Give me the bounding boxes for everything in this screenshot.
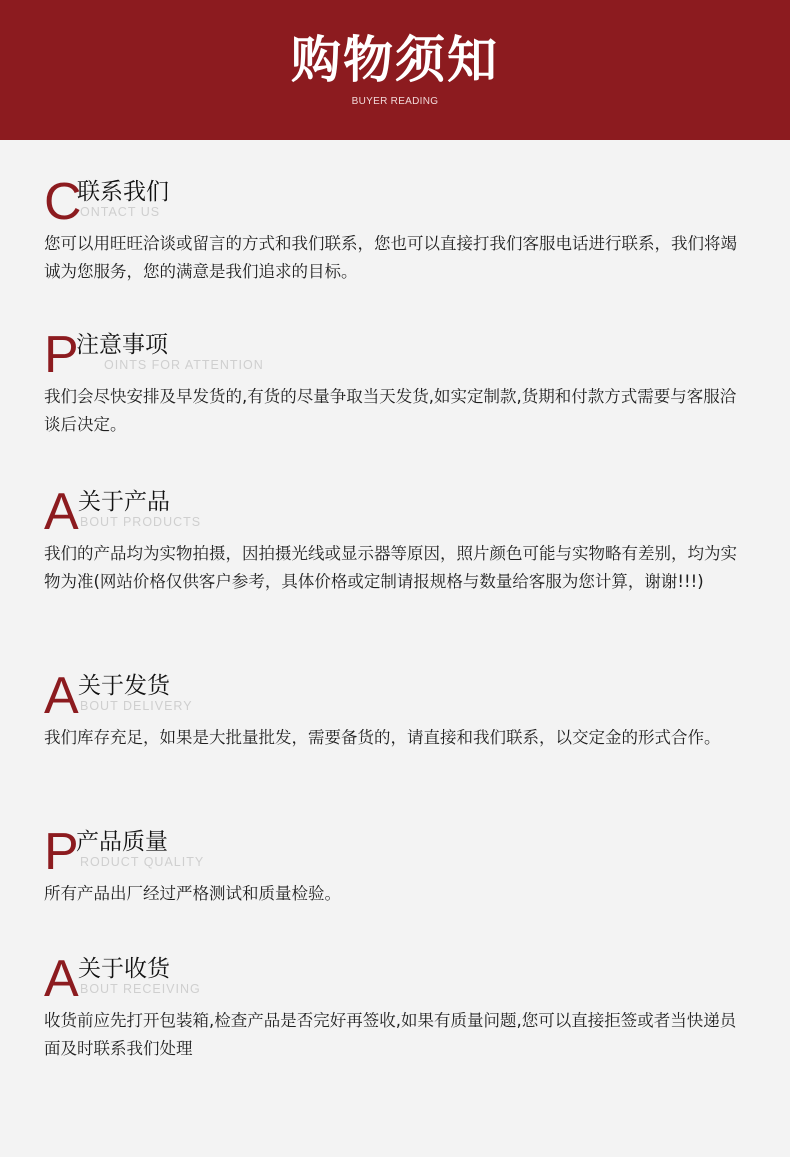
- section-product-quality: [44, 823, 744, 908]
- section-contact-us: [44, 173, 744, 286]
- section-subheading: BOUT PRODUCTS: [80, 515, 202, 529]
- section-header: [44, 483, 744, 541]
- section-points-for-attention: [44, 326, 744, 439]
- section-header: [44, 950, 744, 1008]
- section-header: [44, 173, 744, 231]
- section-initial-letter: C: [44, 173, 82, 231]
- section-body: 我们的产品均为实物拍摄，因拍摄光线或显示器等原因，照片颜色可能与实物略有差别，均为实物为准(网站价格仅供客户参考，具体价格或定制请报规格与数量给客服为您计算，谢谢!!!): [44, 544, 737, 591]
- page-subtitle: BUYER READING: [351, 96, 439, 107]
- section-header: [44, 326, 744, 384]
- section-body: 我们库存充足，如果是大批量批发，需要备货的，请直接和我们联系，以交定金的形式合作。: [44, 728, 721, 747]
- section-subheading: RODUCT QUALITY: [80, 855, 205, 869]
- section-about-receiving: [44, 950, 744, 1063]
- section-header: [44, 667, 744, 725]
- section-heading: 关于产品: [78, 489, 170, 515]
- section-initial-letter: A: [44, 483, 79, 541]
- section-heading: 注意事项: [76, 332, 168, 358]
- section-subheading: ONTACT US: [80, 205, 161, 219]
- page-title: 购物须知: [291, 31, 499, 89]
- section-initial-letter: A: [44, 667, 79, 725]
- header-banner: [0, 0, 790, 140]
- section-subheading: BOUT DELIVERY: [80, 699, 193, 713]
- section-body: 我们会尽快安排及早发货的,有货的尽量争取当天发货,如实定制款,货期和付款方式需要与客服洽谈后决定。: [44, 387, 737, 434]
- section-initial-letter: P: [44, 823, 79, 881]
- section-initial-letter: P: [44, 326, 79, 384]
- section-body: 所有产品出厂经过严格测试和质量检验。: [44, 884, 341, 903]
- section-body: 您可以用旺旺洽谈或留言的方式和我们联系，您也可以直接打我们客服电话进行联系，我们将竭诚为您服务，您的满意是我们追求的目标。: [44, 234, 737, 281]
- section-heading: 联系我们: [77, 179, 169, 205]
- section-heading: 关于收货: [78, 956, 170, 982]
- section-subheading: BOUT RECEIVING: [80, 982, 201, 996]
- section-body: 收货前应先打开包装箱,检查产品是否完好再签收,如果有质量问题,您可以直接拒签或者当快递员面及时联系我们处理: [44, 1011, 737, 1058]
- section-heading: 产品质量: [76, 829, 168, 855]
- section-header: [44, 823, 744, 881]
- section-about-delivery: [44, 667, 744, 752]
- section-heading: 关于发货: [78, 673, 170, 699]
- section-about-products: [44, 483, 744, 596]
- section-initial-letter: A: [44, 950, 79, 1008]
- section-subheading: OINTS FOR ATTENTION: [104, 358, 264, 372]
